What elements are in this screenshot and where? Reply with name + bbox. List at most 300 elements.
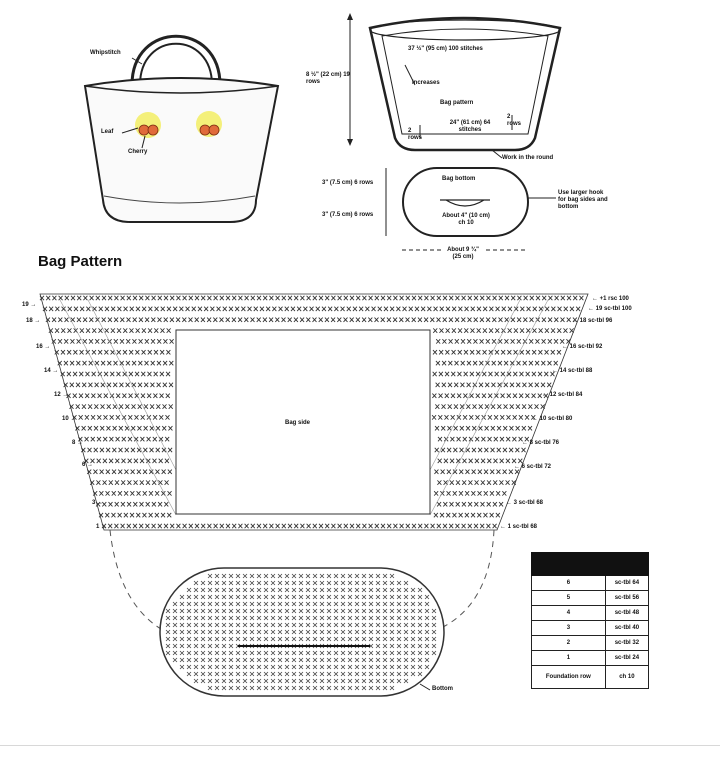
stitch-mark	[576, 307, 580, 311]
table-row	[532, 666, 649, 689]
stitch-mark	[523, 361, 527, 365]
stitch-mark	[195, 524, 199, 528]
stitch-mark	[108, 296, 112, 300]
stitch-mark	[161, 513, 165, 517]
stitch-mark	[448, 404, 452, 408]
stitch-mark	[140, 459, 144, 463]
stitch-mark	[158, 296, 162, 300]
stitch-mark	[477, 328, 481, 332]
stitch-mark	[445, 372, 449, 376]
stitch-mark	[139, 524, 143, 528]
bottom-label-leader	[420, 684, 430, 690]
stitch-mark	[116, 394, 120, 398]
stitch-mark	[479, 404, 483, 408]
stitch-mark	[490, 513, 494, 517]
stitch-mark	[158, 318, 162, 322]
stitch-mark	[131, 470, 135, 474]
cherry-left-a	[139, 125, 149, 135]
left-row-label: 19 →	[22, 302, 37, 308]
stitch-mark	[110, 415, 114, 419]
stitch-mark	[73, 350, 77, 354]
stitch-mark	[158, 524, 162, 528]
stitch-mark	[442, 383, 446, 387]
stitch-mark	[207, 318, 211, 322]
stitch-mark	[501, 350, 505, 354]
right-row-label: ← 6 sc-tbl 72	[514, 464, 552, 470]
stitch-mark	[220, 318, 224, 322]
stitch-mark	[165, 459, 169, 463]
stitch-mark	[452, 307, 456, 311]
work-in-round-label: Work in the round	[502, 155, 554, 161]
stitch-mark	[500, 437, 504, 441]
stitch-mark	[467, 361, 471, 365]
left-row-label: 12 →	[54, 392, 69, 398]
stitch-mark	[325, 524, 329, 528]
page-divider	[0, 745, 720, 746]
stitch-mark	[362, 318, 366, 322]
stitch-mark	[434, 491, 438, 495]
stitch-mark	[356, 296, 360, 300]
stitch-mark	[468, 296, 472, 300]
right-row-label: ← 12 sc-tbl 84	[542, 392, 583, 398]
stitch-mark	[300, 318, 304, 322]
stitch-mark	[153, 394, 157, 398]
stitch-mark	[473, 339, 477, 343]
stitch-mark	[450, 459, 454, 463]
stitch-mark	[548, 361, 552, 365]
stitch-mark	[338, 524, 342, 528]
stitch-mark	[118, 470, 122, 474]
top-circumference-label: 37 ½" (95 cm) 100 stitches	[408, 46, 483, 52]
stitch-mark	[474, 318, 478, 322]
stitch-mark	[528, 426, 532, 430]
stitch-mark	[455, 361, 459, 365]
stitch-mark	[123, 328, 127, 332]
stitch-mark	[513, 394, 517, 398]
stitch-mark	[470, 328, 474, 332]
stitch-mark	[494, 437, 498, 441]
stitch-mark	[526, 350, 530, 354]
stitch-mark	[80, 350, 84, 354]
stitch-mark	[497, 426, 501, 430]
stitch-mark	[109, 437, 113, 441]
stitch-mark	[245, 296, 249, 300]
stitch-mark	[142, 350, 146, 354]
stitch-mark	[499, 480, 503, 484]
stitch-mark	[213, 318, 217, 322]
stitch-mark	[130, 513, 134, 517]
stitch-mark	[472, 426, 476, 430]
stitch-mark	[435, 448, 439, 452]
stitch-mark	[479, 383, 483, 387]
stitch-mark	[164, 502, 168, 506]
stitch-mark	[83, 296, 87, 300]
stitch-mark	[390, 307, 394, 311]
stitch-mark	[455, 339, 459, 343]
stitch-mark	[350, 296, 354, 300]
bag-pattern-label: Bag pattern	[440, 100, 474, 106]
stitch-mark	[435, 426, 439, 430]
stitch-mark	[501, 372, 505, 376]
stitch-mark	[46, 318, 50, 322]
stitch-mark	[359, 307, 363, 311]
stitch-mark	[129, 328, 133, 332]
stitch-mark	[517, 318, 521, 322]
stitch-mark	[532, 350, 536, 354]
stitch-mark	[496, 307, 500, 311]
stitch-mark	[535, 361, 539, 365]
stitch-mark	[164, 318, 168, 322]
stitch-mark	[275, 318, 279, 322]
stitch-mark	[459, 470, 463, 474]
stitch-mark	[189, 524, 193, 528]
stitch-mark	[114, 318, 118, 322]
stitch-mark	[530, 318, 534, 322]
bottom-rounds-table	[531, 552, 649, 689]
stitch-mark	[451, 394, 455, 398]
stitch-mark	[465, 307, 469, 311]
table-cell-row: Foundation row	[532, 666, 606, 689]
table-cell-row: 1	[532, 651, 606, 666]
stitch-mark	[136, 307, 140, 311]
stitch-mark	[132, 339, 136, 343]
stitch-mark	[463, 415, 467, 419]
stitch-mark	[500, 415, 504, 419]
stitch-mark	[307, 524, 311, 528]
stitch-mark	[143, 470, 147, 474]
stitch-mark	[147, 372, 151, 376]
stitch-mark	[466, 404, 470, 408]
stitch-mark	[139, 339, 143, 343]
stitch-mark	[570, 328, 574, 332]
stitch-mark	[449, 318, 453, 322]
stitch-mark	[470, 350, 474, 354]
stitch-mark	[491, 448, 495, 452]
stitch-mark	[503, 448, 507, 452]
stitch-mark	[145, 318, 149, 322]
stitch-mark	[433, 372, 437, 376]
stitch-mark	[257, 524, 261, 528]
height-label: 8 ½" (22 cm) 19 rows	[306, 72, 350, 85]
stitch-mark	[121, 459, 125, 463]
height-arrow-head-top	[347, 13, 353, 20]
stitch-mark	[141, 394, 145, 398]
stitch-mark	[344, 296, 348, 300]
stitch-mark	[463, 394, 467, 398]
stitch-mark	[375, 318, 379, 322]
stitch-mark	[152, 296, 156, 300]
stitch-mark	[104, 394, 108, 398]
right-row-label: ← 1 sc-tbl 68	[500, 524, 538, 530]
stitch-mark	[76, 383, 80, 387]
stitch-mark	[449, 339, 453, 343]
stitch-mark	[263, 524, 267, 528]
stitch-mark	[141, 372, 145, 376]
stitch-mark	[100, 470, 104, 474]
stitch-mark	[424, 296, 428, 300]
stitch-mark	[313, 318, 317, 322]
stitch-mark	[300, 524, 304, 528]
stitch-mark	[106, 470, 110, 474]
stitch-mark	[282, 524, 286, 528]
stitch-mark	[88, 426, 92, 430]
stitch-mark	[442, 404, 446, 408]
stitch-mark	[59, 296, 63, 300]
stitch-mark	[108, 524, 112, 528]
stitch-mark	[101, 339, 105, 343]
stitch-mark	[468, 480, 472, 484]
stitch-mark	[504, 404, 508, 408]
stitch-mark	[463, 437, 467, 441]
stitch-mark	[497, 448, 501, 452]
stitch-mark	[201, 296, 205, 300]
stitch-mark	[114, 339, 118, 343]
stitch-mark	[482, 394, 486, 398]
stitch-mark	[505, 318, 509, 322]
stitch-mark	[89, 339, 93, 343]
stitch-mark	[97, 437, 101, 441]
stitch-mark	[189, 318, 193, 322]
stitch-mark	[166, 394, 170, 398]
stitch-mark	[322, 307, 326, 311]
left-row-label: 6 →	[82, 462, 94, 468]
stitch-mark	[541, 404, 545, 408]
stitch-mark	[520, 307, 524, 311]
cherry-right-a	[200, 125, 210, 135]
stitch-mark	[229, 307, 233, 311]
stitch-mark	[192, 307, 196, 311]
stitch-mark	[128, 459, 132, 463]
stitch-mark	[481, 480, 485, 484]
stitch-mark	[375, 296, 379, 300]
stitch-mark	[449, 502, 453, 506]
stitch-mark	[86, 307, 90, 311]
stitch-mark	[446, 307, 450, 311]
stitch-mark	[554, 318, 558, 322]
stitch-mark	[472, 448, 476, 452]
stitch-mark	[92, 372, 96, 376]
stitch-mark	[551, 328, 555, 332]
stitch-mark	[263, 318, 267, 322]
stitch-mark	[457, 372, 461, 376]
stitch-mark	[462, 480, 466, 484]
stitch-mark	[160, 350, 164, 354]
stitch-mark	[369, 296, 373, 300]
stitch-mark	[155, 491, 159, 495]
stitch-mark	[70, 383, 74, 387]
stitch-mark	[103, 437, 107, 441]
stitch-mark	[442, 339, 446, 343]
stitch-mark	[516, 404, 520, 408]
stitch-mark	[491, 404, 495, 408]
stitch-mark	[365, 307, 369, 311]
stitch-mark	[538, 372, 542, 376]
stitch-mark	[164, 524, 168, 528]
stitch-mark	[137, 470, 141, 474]
stitch-mark	[226, 318, 230, 322]
stitch-mark	[455, 318, 459, 322]
stitch-mark	[368, 318, 372, 322]
stitch-mark	[313, 296, 317, 300]
stitch-mark	[145, 524, 149, 528]
stitch-mark	[148, 328, 152, 332]
stitch-mark	[198, 307, 202, 311]
stitch-mark	[158, 480, 162, 484]
stitch-mark	[108, 318, 112, 322]
stitch-mark	[111, 513, 115, 517]
stitch-mark	[147, 394, 151, 398]
stitch-mark	[117, 350, 121, 354]
stitch-mark	[443, 524, 447, 528]
stitch-mark	[279, 307, 283, 311]
stitch-mark	[125, 404, 129, 408]
bag-side-label: Bag side	[285, 420, 311, 426]
stitch-mark	[142, 328, 146, 332]
stitch-mark	[504, 361, 508, 365]
stitch-mark	[452, 350, 456, 354]
stitch-mark	[412, 296, 416, 300]
stitch-mark	[166, 350, 170, 354]
stitch-mark	[478, 470, 482, 474]
stitch-mark	[412, 318, 416, 322]
stitch-mark	[437, 524, 441, 528]
stitch-mark	[378, 307, 382, 311]
stitch-mark	[145, 361, 149, 365]
stitch-mark	[106, 426, 110, 430]
stitch-mark	[328, 307, 332, 311]
stitch-mark	[387, 296, 391, 300]
stitch-mark	[555, 296, 559, 300]
stitch-mark	[548, 318, 552, 322]
stitch-mark	[97, 459, 101, 463]
stitch-mark	[170, 524, 174, 528]
stitch-mark	[461, 339, 465, 343]
stitch-mark	[406, 318, 410, 322]
stitch-mark	[176, 318, 180, 322]
stitch-mark	[71, 296, 75, 300]
left-row-label: 14 →	[44, 368, 59, 374]
stitch-mark	[486, 339, 490, 343]
stitch-mark	[121, 480, 125, 484]
stitch-mark	[579, 296, 583, 300]
stitch-mark	[551, 307, 555, 311]
bag-bottom-label: Bag bottom	[442, 176, 476, 182]
stitch-mark	[450, 437, 454, 441]
stitch-mark	[466, 426, 470, 430]
stitch-mark	[484, 491, 488, 495]
stitch-mark	[68, 307, 72, 311]
stitch-mark	[532, 372, 536, 376]
stitch-mark	[79, 372, 83, 376]
stitch-mark	[462, 502, 466, 506]
stitch-mark	[241, 307, 245, 311]
stitch-mark	[129, 394, 133, 398]
stitch-mark	[183, 524, 187, 528]
stitch-mark	[460, 448, 464, 452]
stitch-mark	[114, 361, 118, 365]
stitch-mark	[85, 394, 89, 398]
table-cell-row: 6	[532, 576, 606, 591]
stitch-mark	[510, 383, 514, 387]
table-cell-stitch: sc-tbl 64	[605, 576, 648, 591]
stitch-mark	[98, 328, 102, 332]
stitch-mark	[85, 415, 89, 419]
stitch-mark	[98, 394, 102, 398]
stitch-mark	[513, 415, 517, 419]
stitch-mark	[288, 524, 292, 528]
stitch-mark	[121, 296, 125, 300]
stitch-mark	[176, 524, 180, 528]
stitch-mark	[545, 350, 549, 354]
stitch-mark	[493, 524, 497, 528]
stitch-mark	[269, 296, 273, 300]
stitch-mark	[142, 513, 146, 517]
stitch-mark	[461, 318, 465, 322]
stitch-mark	[141, 415, 145, 419]
stitch-mark	[418, 296, 422, 300]
stitch-mark	[189, 296, 193, 300]
stitch-mark	[469, 415, 473, 419]
bottom-label: Bottom	[432, 686, 453, 692]
stitch-mark	[257, 318, 261, 322]
stitch-mark	[105, 513, 109, 517]
stitch-mark	[93, 470, 97, 474]
stitch-mark	[125, 448, 129, 452]
stitch-mark	[251, 524, 255, 528]
stitch-mark	[70, 361, 74, 365]
stitch-mark	[134, 459, 138, 463]
cherry-right-b	[209, 125, 219, 135]
stitch-mark	[529, 339, 533, 343]
stitch-mark	[137, 491, 141, 495]
stitch-mark	[118, 513, 122, 517]
stitch-mark	[514, 350, 518, 354]
stitch-mark	[156, 448, 160, 452]
stitch-mark	[285, 307, 289, 311]
stitch-mark	[514, 328, 518, 332]
stitch-mark	[439, 328, 443, 332]
stitch-mark	[288, 296, 292, 300]
stitch-mark	[551, 350, 555, 354]
stitch-mark	[462, 296, 466, 300]
stitch-mark	[124, 470, 128, 474]
stitch-mark	[453, 491, 457, 495]
stitch-mark	[169, 383, 173, 387]
stitch-mark	[195, 296, 199, 300]
stitch-mark	[109, 480, 113, 484]
stitch-mark	[100, 448, 104, 452]
table-cell-stitch: sc-tbl 40	[605, 621, 648, 636]
stitch-mark	[77, 318, 81, 322]
stitch-mark	[532, 394, 536, 398]
stitch-mark	[454, 383, 458, 387]
stitch-mark	[154, 372, 158, 376]
stitch-mark	[539, 328, 543, 332]
stitch-mark	[462, 459, 466, 463]
stitch-mark	[493, 502, 497, 506]
stitch-mark	[381, 524, 385, 528]
stitch-mark	[443, 502, 447, 506]
stitch-mark	[160, 328, 164, 332]
stitch-mark	[80, 307, 84, 311]
stitch-mark	[67, 372, 71, 376]
stitch-mark	[506, 437, 510, 441]
right-row-label: ← +1 rsc 100	[592, 296, 629, 302]
stitch-mark	[272, 307, 276, 311]
stitch-mark	[149, 513, 153, 517]
stitch-mark	[155, 307, 159, 311]
stitch-mark	[79, 394, 83, 398]
